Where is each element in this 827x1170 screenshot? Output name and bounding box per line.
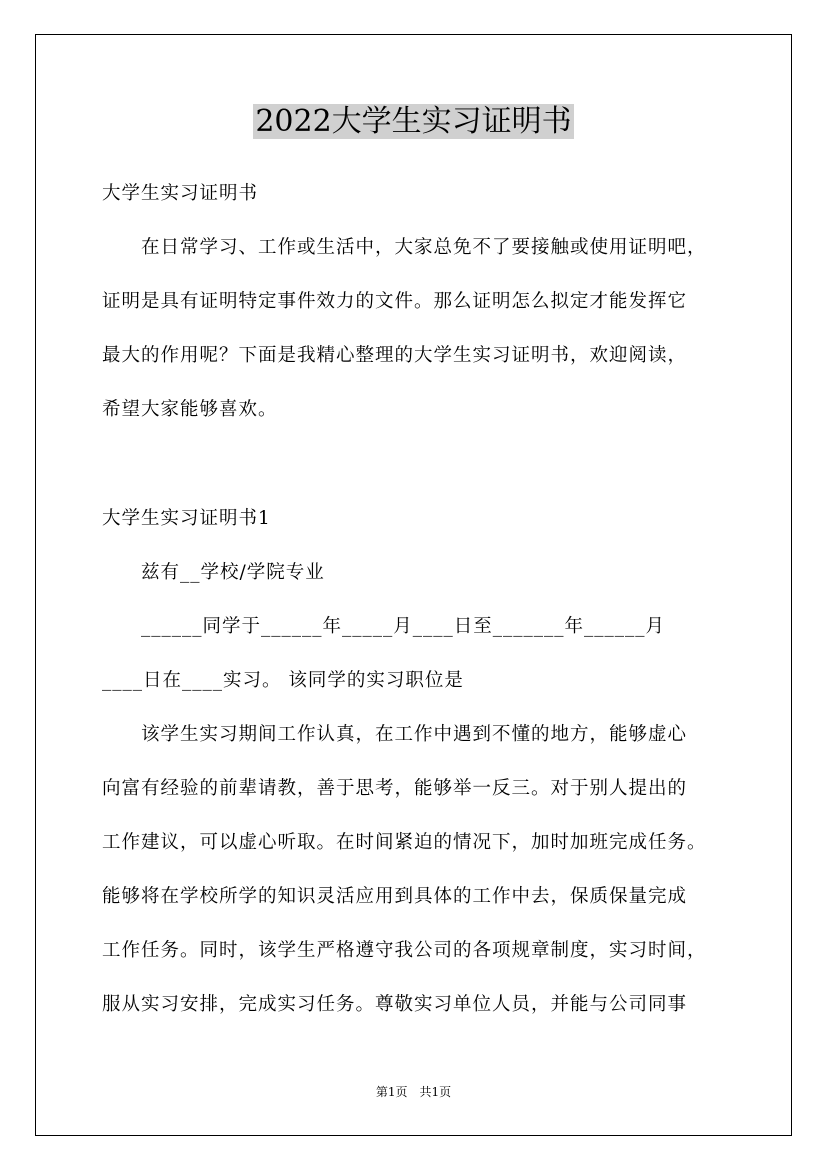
page-footer: 第1页 共1页 [375, 1085, 452, 1099]
paragraph-line: 最大的作用呢？下面是我精心整理的大学生实习证明书，欢迎阅读， [102, 345, 688, 366]
paragraph-line: 工作建议，可以虚心听取。在时间紧迫的情况下，加时加班完成任务。 [102, 832, 707, 853]
paragraph-line: 证明是具有证明特定事件效力的文件。那么证明怎么拟定才能发挥它 [102, 291, 688, 312]
paragraph-line: 兹有__学校/学院专业 [102, 562, 325, 583]
section-heading-1: 大学生实习证明书1 [102, 508, 271, 529]
paragraph-line: 希望大家能够喜欢。 [102, 399, 278, 420]
document-title [0, 100, 827, 144]
document-title-text: 2022大学生实习证明书 [255, 104, 572, 139]
paragraph-line: 向富有经验的前辈请教，善于思考，能够举一反三。对于别人提出的 [102, 778, 688, 799]
section-heading-intro: 大学生实习证明书 [102, 183, 259, 204]
paragraph-line: ____日在____实习。 该同学的实习职位是 [102, 670, 464, 691]
paragraph-line: 服从实习安排，完成实习任务。尊敬实习单位人员，并能与公司同事 [102, 994, 688, 1015]
paragraph-line: 能够将在学校所学的知识灵活应用到具体的工作中去，保质保量完成 [102, 886, 688, 907]
paragraph-line: 该学生实习期间工作认真，在工作中遇到不懂的地方，能够虚心 [102, 724, 688, 745]
paragraph-line: ______同学于______年_____月____日至_______年______月 [102, 616, 666, 637]
paragraph-line: 工作任务。同时，该学生严格遵守我公司的各项规章制度，实习时间， [102, 940, 707, 961]
paragraph-line: 在日常学习、工作或生活中，大家总免不了要接触或使用证明吧， [102, 237, 707, 258]
